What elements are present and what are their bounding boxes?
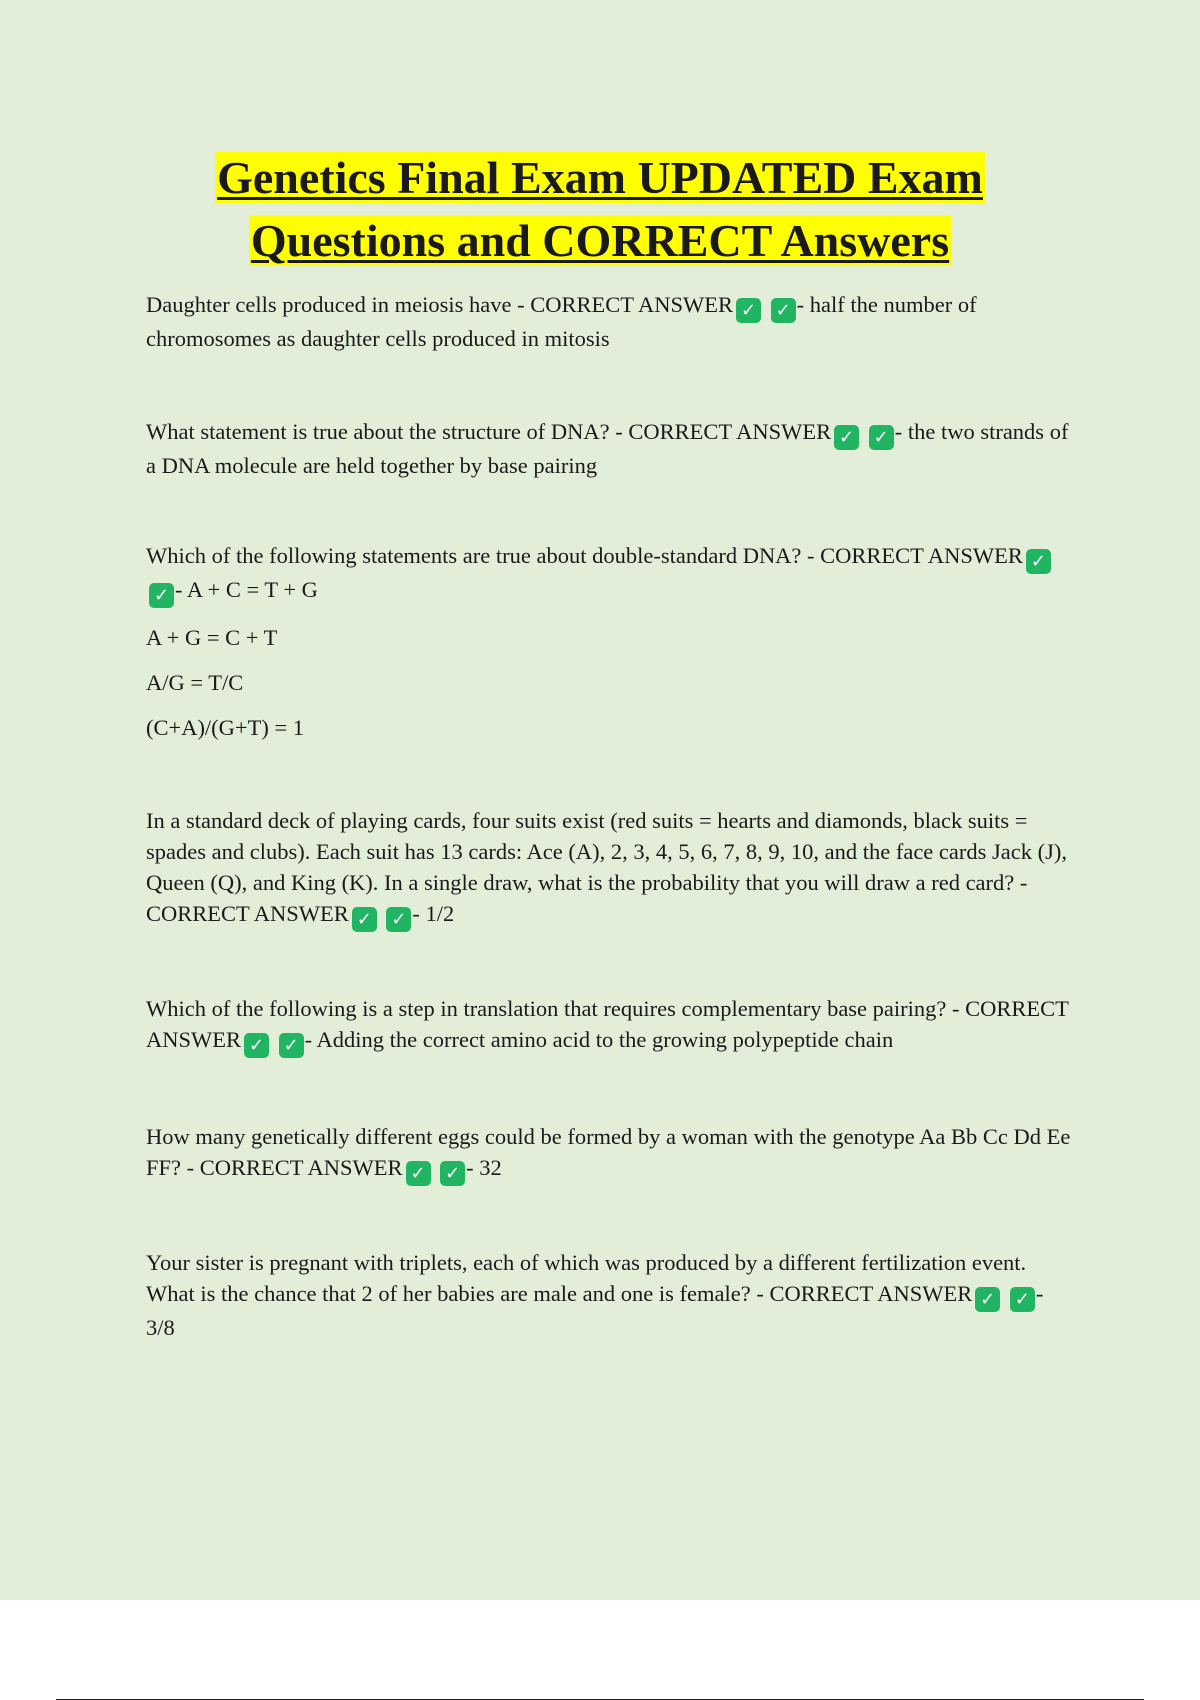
check-mark-icon: ✓: [244, 1033, 269, 1058]
qa-text: [146, 993, 1076, 1058]
check-mark-icon: ✓: [834, 425, 859, 450]
check-mark-icon: ✓: [975, 1287, 1000, 1312]
answer-text: - A + C = T + G: [175, 577, 318, 602]
answer-text: - Adding the correct amino acid to the growing polypeptide chain: [304, 1027, 894, 1052]
title-line-1: Genetics Final Exam UPDATED Exam: [217, 152, 983, 203]
answer-text: - the two strands of a DNA molecule are held together by base pairing: [146, 419, 1069, 478]
check-mark-icon: ✓: [869, 425, 894, 450]
check-mark-icon: ✓: [1026, 549, 1051, 574]
question-text: Which of the following statements are true about double-standard DNA? - CORRECT ANSWER: [146, 543, 1023, 568]
check-mark-icon: ✓: [771, 298, 796, 323]
document-title: [0, 146, 1200, 272]
qa-text: [146, 416, 1076, 481]
question-text: In a standard deck of playing cards, four suits exist (red suits = hearts and diamonds, black suits = spades and clubs). Each suit has 13 cards: Ace (A), 2, 3, 4, 5, 6, 7, 8, 9, 10, and the face cards Jack (J), Queen (Q), and King (K). In a single draw, what is the probability that you will draw a red card? - CORRECT ANSWER: [146, 808, 1067, 926]
answer-equation: (C+A)/(G+T) = 1: [146, 715, 305, 740]
check-mark-icon: ✓: [440, 1161, 465, 1186]
qa-item: [146, 540, 1076, 743]
check-mark-icon: ✓: [386, 907, 411, 932]
qa-text: [146, 289, 1076, 354]
answer-equation: A/G = T/C: [146, 670, 244, 695]
qa-item: [146, 1121, 1076, 1186]
check-mark-icon: ✓: [736, 298, 761, 323]
question-text: Which of the following is a step in translation that requires complementary base pairing? - CORRECT ANSWER: [146, 996, 1069, 1052]
answer-equation: A + G = C + T: [146, 625, 278, 650]
question-text: How many genetically different eggs could be formed by a woman with the genotype Aa Bb Cc Dd Ee FF? - CORRECT ANSWER: [146, 1124, 1071, 1180]
answer-text: - 1/2: [412, 901, 455, 926]
qa-text: [146, 540, 1076, 608]
check-mark-icon: ✓: [406, 1161, 431, 1186]
check-mark-icon: ✓: [1010, 1287, 1035, 1312]
check-mark-icon: ✓: [149, 583, 174, 608]
qa-text: [146, 1121, 1076, 1186]
title-line-2: Questions and CORRECT Answers: [250, 215, 950, 266]
check-mark-icon: ✓: [352, 907, 377, 932]
qa-item: [146, 1247, 1076, 1343]
qa-item: [146, 805, 1076, 932]
answer-text: - 3/8: [146, 1281, 1044, 1340]
answer-text: - 32: [466, 1155, 502, 1180]
question-text: What statement is true about the structure of DNA? - CORRECT ANSWER: [146, 419, 832, 444]
qa-text: [146, 1247, 1076, 1343]
answer-text: - half the number of chromosomes as daughter cells produced in mitosis: [146, 292, 977, 351]
check-mark-icon: ✓: [279, 1033, 304, 1058]
qa-item: [146, 289, 1076, 354]
qa-item: [146, 416, 1076, 481]
question-text: Daughter cells produced in meiosis have - CORRECT ANSWER: [146, 292, 733, 317]
qa-text: [146, 805, 1076, 932]
question-text: Your sister is pregnant with triplets, each of which was produced by a different fertilization event. What is the chance that 2 of her babies are male and one is female? - CORRECT ANSWER: [146, 1250, 1027, 1306]
qa-item: [146, 993, 1076, 1058]
